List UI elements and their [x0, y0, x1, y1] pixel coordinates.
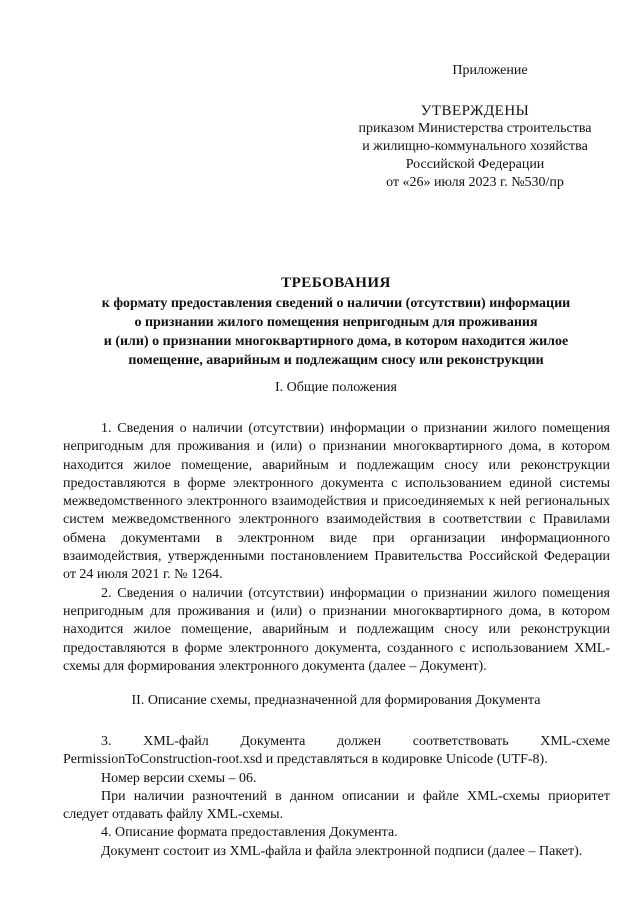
order-line: Российской Федерации: [405, 157, 545, 172]
title-line: к формату предоставления сведений о наличии (отсутствии) информации: [101, 296, 571, 311]
section-heading-2: II. Описание схемы, предназначенной для формирования Документа: [131, 693, 541, 708]
section-1-body: [63, 420, 610, 676]
section-heading-1: I. Общие положения: [275, 380, 397, 395]
paragraph-4-package: Документ состоит из XML-файла и файла электронной подписи (далее – Пакет).: [101, 843, 583, 859]
appendix-label: Приложение: [452, 63, 528, 78]
title-line: помещение, аварийным и подлежащим сносу или реконструкции: [128, 353, 544, 368]
document-title: [66, 274, 606, 370]
order-line: приказом Министерства строительства: [358, 121, 592, 136]
paragraph-3-version: Номер версии схемы – 06.: [101, 770, 257, 786]
order-line: и жилищно-коммунального хозяйства: [362, 139, 588, 154]
title-line: о признании жилого помещения непригодным для проживания: [134, 315, 538, 330]
approved-label: УТВЕРЖДЕНЫ: [420, 103, 530, 119]
order-date: от «26» июля 2023 г. №530/пр: [386, 175, 564, 190]
paragraph-3: 3. XML-файл Документа должен соответствовать XML-схеме PermissionToConstruction-root.xsd и представляться в кодировке Unicode (UTF-8).: [63, 734, 610, 768]
paragraph-4: 4. Описание формата предоставления Документа.: [101, 825, 398, 841]
paragraph-2: 2. Сведения о наличии (отсутствии) информации о признании жилого помещения непригодным для проживания и (или) о признании многоквартирного дома, в котором находится жилое помещение, аварийным и подлежащим сносу или реконструкции предоставляются в форме электронного документа, созданного с использованием XML-схемы для формирования электронного документа (далее – Документ).: [63, 585, 610, 674]
approval-block: [330, 62, 620, 192]
section-2-body: [63, 733, 610, 861]
title-main: ТРЕБОВАНИЯ: [281, 275, 391, 291]
paragraph-3-priority: При наличии разночтений в данном описании и файле XML-схемы приоритет следует отдавать файлу XML-схемы.: [63, 788, 610, 823]
paragraph-1: 1. Сведения о наличии (отсутствии) информации о признании жилого помещения непригодным для проживания и (или) о признании многоквартирного дома, в котором находится жилое помещение, аварийным и подлежащим сносу или реконструкции предоставляются в форме электронного документа с использованием единой системы межведомственного электронного взаимодействия и присоединяемых к ней региональных систем межведомственного электронного взаимодействия в соответствии с Правилами обмена документами в электронном виде при организации информационного взаимодействия, утвержденными постановлением Правительства Российской Федерации от 24 июля 2021 г. № 1264.: [63, 421, 610, 583]
title-line: и (или) о признании многоквартирного дома, в котором находится жилое: [103, 334, 569, 349]
